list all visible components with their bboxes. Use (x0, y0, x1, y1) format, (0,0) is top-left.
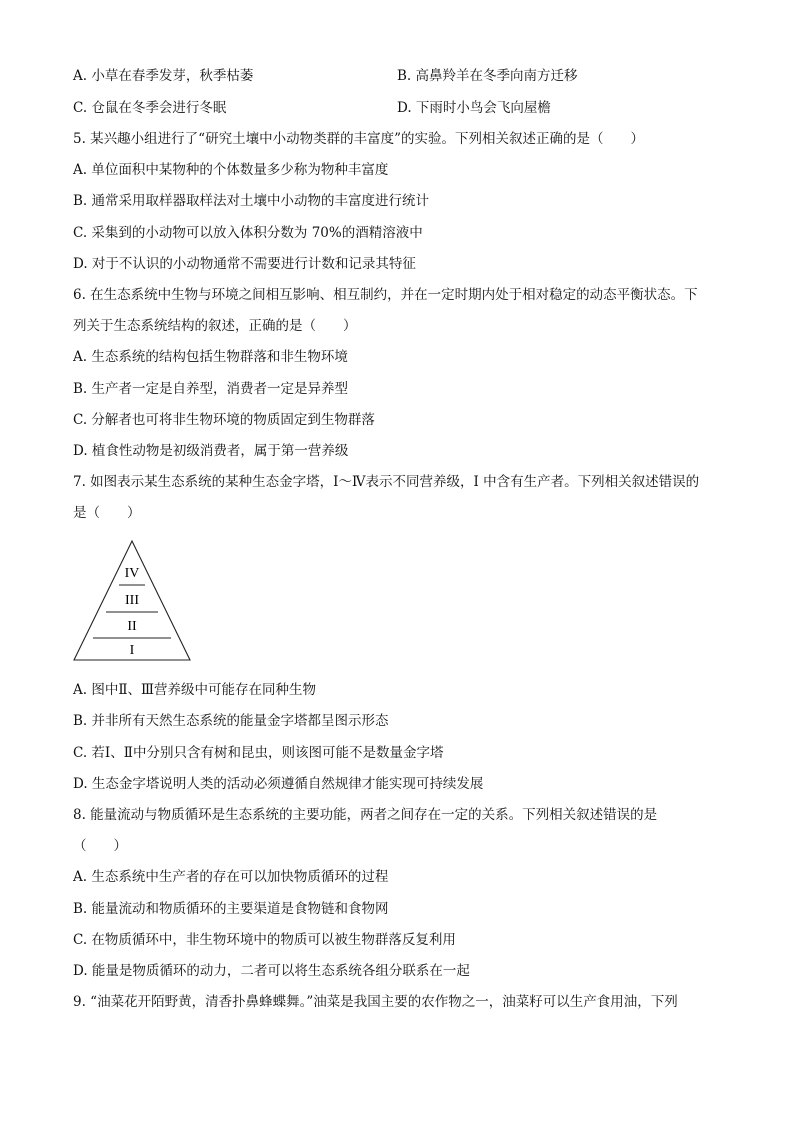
q4-option-b: B. 高鼻羚羊在冬季向南方迁移 (397, 68, 578, 84)
q4-option-a: A. 小草在春季发芽，秋季枯萎 (73, 68, 254, 84)
q5-stem: 5. 某兴趣小组进行了“研究土壤中小动物类群的丰富度”的实验。下列相关叙述正确的是（ ） (73, 131, 644, 147)
q9-stem-line-1: 9. “油菜花开陌野黄，清香扑鼻蜂蝶舞。”油菜是我国主要的农作物之一，油菜籽可以生产食用油，下列 (73, 994, 678, 1010)
q6-option-c: C. 分解者也可将非生物环境的物质固定到生物群落 (73, 412, 375, 428)
q6-option-b: B. 生产者一定是自养型，消费者一定是异养型 (73, 381, 349, 397)
q4-option-c: C. 仓鼠在冬季会进行冬眠 (73, 100, 227, 116)
pyramid-svg (72, 539, 196, 663)
q5-option-a: A. 单位面积中某物种的个体数量多少称为物种丰富度 (73, 162, 389, 178)
q6-stem-line-2: 列关于生态系统结构的叙述，正确的是（ ） (73, 318, 357, 334)
q8-stem-line-1: 8. 能量流动与物质循环是生态系统的主要功能，两者之间存在一定的关系。下列相关叙述错误的是 (73, 807, 658, 823)
q5-option-b: B. 通常采用取样器取样法对土壤中小动物的丰富度进行统计 (73, 193, 430, 209)
q7-option-b: B. 并非所有天然生态系统的能量金字塔都呈图示形态 (73, 713, 389, 729)
q6-stem-line-1: 6. 在生态系统中生物与环境之间相互影响、相互制约，并在一定时期内处于相对稳定的动态平衡状态。下 (73, 287, 698, 303)
q8-option-d: D. 能量是物质循环的动力，二者可以将生态系统各组分联系在一起 (73, 963, 470, 979)
pyramid-level-label: II (127, 619, 137, 634)
q7-stem-line-2: 是（ ） (73, 505, 141, 521)
pyramid-level-label: III (125, 593, 139, 608)
q6-option-d: D. 植食性动物是初级消费者，属于第一营养级 (73, 443, 349, 459)
q7-option-c: C. 若Ⅰ、Ⅱ中分别只含有树和昆虫，则该图可能不是数量金字塔 (73, 745, 444, 761)
q4-option-d: D. 下雨时小鸟会飞向屋檐 (397, 100, 551, 116)
q7-stem-line-1: 7. 如图表示某生态系统的某种生态金字塔，I～Ⅳ表示不同营养级，I 中含有生产者。下列相关叙述错误的 (73, 474, 700, 490)
q5-option-d: D. 对于不认识的小动物通常不需要进行计数和记录其特征 (73, 256, 416, 272)
q5-option-c: C. 采集到的小动物可以放入体积分数为 70%的酒精溶液中 (73, 225, 423, 241)
q8-option-a: A. 生态系统中生产者的存在可以加快物质循环的过程 (73, 869, 389, 885)
q7-option-d: D. 生态金字塔说明人类的活动必须遵循自然规律才能实现可持续发展 (73, 776, 484, 792)
q8-option-c: C. 在物质循环中，非生物环境中的物质可以被生物群落反复利用 (73, 932, 456, 948)
pyramid-level-label: I (129, 643, 135, 658)
pyramid-level-label: IV (124, 566, 140, 581)
q8-stem-line-2: （ ） (73, 838, 127, 854)
q7-option-a: A. 图中Ⅱ、Ⅲ营养级中可能存在同种生物 (73, 682, 317, 698)
ecological-pyramid-figure (72, 539, 196, 663)
q8-option-b: B. 能量流动和物质循环的主要渠道是食物链和食物网 (73, 901, 389, 917)
q6-option-a: A. 生态系统的结构包括生物群落和非生物环境 (73, 349, 348, 365)
